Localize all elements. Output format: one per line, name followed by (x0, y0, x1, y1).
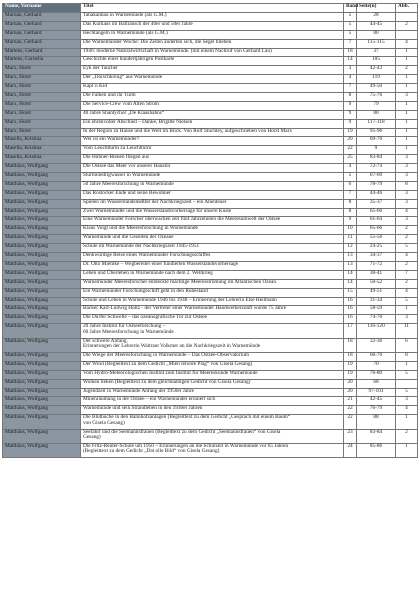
title-cell: Bäcker Karl-Ludwig Holtz - der Vertreter einer Warnemünder Handwerkerzunft wurde 75 Jahre (81, 306, 344, 315)
band-cell: 8 (344, 208, 357, 217)
author-cell: Matthäus, Wolfgang (3, 361, 81, 370)
index-page (2, 3, 417, 458)
pages-cell: 76-80 (357, 370, 396, 379)
band-cell: 19 (344, 128, 357, 137)
pages-cell: 95-96 (357, 128, 396, 137)
pages-cell: 35-37 (357, 199, 396, 208)
table-body (3, 13, 418, 458)
band-cell: 14 (344, 270, 357, 279)
band-cell: 14 (344, 279, 357, 288)
band-cell: 13 (344, 253, 357, 262)
author-cell: Marx, Horst (3, 110, 81, 119)
table-row (3, 352, 418, 361)
figures-cell: 4 (396, 208, 418, 217)
band-cell: 6 (344, 181, 357, 190)
title-cell: Tabakanbau in Warnemünde (als G.M.) (81, 13, 344, 22)
band-cell: 4 (344, 164, 357, 173)
figures-cell: 4 (396, 288, 418, 297)
author-cell: Matthäus, Wolfgang (3, 370, 81, 379)
figures-cell: 3 (396, 190, 418, 199)
title-cell: Eyk der Taucher (81, 66, 344, 75)
title-cell: Die Wiege der Meeresforschung in Warnemünde – Das Ostsee-Observatorium (81, 352, 344, 361)
pages-cell: 49-51 (357, 288, 396, 297)
title-cell: 50 Jahre Meeresforschung in Warnemünde (81, 181, 344, 190)
title-cell: Spielen im Wasserstandsmeßfer der Nachkriegszeit – ein Abenteuer (81, 199, 344, 208)
figures-cell: 1 (396, 119, 418, 128)
title-cell: Sturmniedrigwasser in Warnemünde (81, 173, 344, 182)
band-cell: 10 (344, 226, 357, 235)
header-row (3, 4, 418, 13)
author-cell: Matthäus, Wolfgang (3, 244, 81, 253)
figures-cell: 2 (396, 429, 418, 443)
pages-cell: 37 (357, 48, 396, 57)
header-title: Titel (81, 4, 344, 13)
figures-cell: 1 (396, 75, 418, 84)
figures-cell: 1 (396, 415, 418, 429)
title-cell: Der „Dorschkönig“ aus Warnemünde (81, 75, 344, 84)
author-cell: Marnau, Gerhard (3, 21, 81, 30)
table-row (3, 39, 418, 48)
table-row (3, 119, 418, 128)
figures-cell: 3 (396, 155, 418, 164)
pages-cell: 34-37 (357, 253, 396, 262)
pages-cell: 49-50 (357, 84, 396, 93)
title-cell: Eine Warnemünder Forscher überwachen seit fünf Jahrzehnten die Meeresumwelt der Ostsee (81, 217, 344, 226)
table-row (3, 137, 418, 146)
table-row (3, 397, 418, 406)
figures-cell: 1 (396, 101, 418, 110)
figures-cell: 5 (396, 244, 418, 253)
pages-cell: 71-72 (357, 261, 396, 270)
table-row (3, 84, 418, 93)
pages-cell: 65-66 (357, 208, 396, 217)
figures-cell: 3 (396, 164, 418, 173)
band-cell: 24 (344, 443, 357, 457)
band-cell: 22 (344, 406, 357, 415)
pages-cell: 80 (357, 30, 396, 39)
figures-cell: 1 (396, 48, 418, 57)
table-row (3, 261, 418, 270)
figures-cell: 3 (396, 173, 418, 182)
author-cell: Matthäus, Wolfgang (3, 288, 81, 297)
table-row (3, 75, 418, 84)
table-row (3, 164, 418, 173)
header-band: Band (344, 4, 357, 13)
title-cell: 1946: moderne Naturalwirtschaft in Warnemünde. (mit einem Nachruf von Gerhard Lau) (81, 48, 344, 57)
table-row (3, 429, 418, 443)
table-row (3, 270, 418, 279)
title-cell: Wolken lieken (Begleittext zu dem gleichnamigen Gedicht von Gisela Gesang) (81, 379, 344, 388)
author-cell: Matthäus, Wolfgang (3, 253, 81, 262)
band-cell: 20 (344, 137, 357, 146)
table-row (3, 110, 418, 119)
band-cell: 16 (344, 297, 357, 306)
figures-cell: 4 (396, 406, 418, 415)
title-cell: Der schwere Anfang. Erinnerungen der Lehrerin Waltraut Volkmer an die Nachkriegszeit in Warnemünde (81, 338, 344, 352)
pages-cell: 61-64 (357, 217, 396, 226)
band-cell: 9 (344, 217, 357, 226)
title-cell: Die Warnemünder Woche: Die Zeiten änderten sich, die Segel blieben (81, 39, 344, 48)
pages-cell: 28 (357, 13, 396, 22)
table-row (3, 279, 418, 288)
pages-cell: 117-118 (357, 119, 396, 128)
pages-cell: 58-59 (357, 306, 396, 315)
figures-cell: 2 (396, 279, 418, 288)
title-cell: Das Rostocker Ende und seine Bewohner (81, 190, 344, 199)
pages-cell: 83-84 (357, 155, 396, 164)
title-cell: Die Falken und ihr Turm (81, 93, 344, 102)
table-row (3, 57, 418, 66)
title-cell: Vom Hydro-Meteorologischen Institut zum Institut für Meereskunde Warnemünde (81, 370, 344, 379)
author-cell: Marx, Horst (3, 119, 81, 128)
figures-cell: 5 (396, 388, 418, 397)
band-cell: 4 (344, 75, 357, 84)
author-cell: Matthäus, Wolfgang (3, 199, 81, 208)
pages-cell: 44-45 (357, 21, 396, 30)
pages-cell: 70 (357, 361, 396, 370)
table-row (3, 306, 418, 315)
title-cell: 40 Jahre Shantychor „De Klaashahns“ (81, 110, 344, 119)
pages-cell: 42-45 (357, 397, 396, 406)
band-cell: 11 (344, 235, 357, 244)
band-cell: 14 (344, 57, 357, 66)
title-cell: Vom Leuchtturm zu Leuchtturm (81, 146, 344, 155)
figures-cell: 2 (396, 226, 418, 235)
title-cell: Dr. Otto Miehlke – Wegbereiter einer fundierten Wasserstandsvorhersage (81, 261, 344, 270)
band-cell: 18 (344, 352, 357, 361)
table-row (3, 217, 418, 226)
band-cell: 9 (344, 101, 357, 110)
title-cell: Ein Warnemünder Forschungsschiff geht in den Ruhestand (81, 288, 344, 297)
pages-cell: 66-70 (357, 352, 396, 361)
author-cell: Marx, Horst (3, 101, 81, 110)
author-cell: Masella, Kristina (3, 155, 81, 164)
title-cell: Die Blutbuche in den Bahnhofsanlagen (Begleittext zu dem Gedicht „Gespräch mit einem Baum“ von Gisela Gesang) (81, 415, 344, 429)
band-cell: 8 (344, 199, 357, 208)
band-cell: 13 (344, 261, 357, 270)
pages-cell: 75-76 (357, 93, 396, 102)
table-row (3, 30, 418, 39)
table-row (3, 66, 418, 75)
author-cell: Matthäus, Wolfgang (3, 279, 81, 288)
author-cell: Marx, Horst (3, 93, 81, 102)
table-row (3, 288, 418, 297)
title-cell: In der Region zu Hause und die Welt im Blick. Von Rolf Stuchtey, aufgeschrieben von Horst Marx (81, 128, 344, 137)
title-cell: Hechtangeln in Warnemünde (als G.M.) (81, 30, 344, 39)
table-row (3, 315, 418, 324)
title-cell: Die Durfer Schwelle – das ozeanografische Tor zur Ostsee (81, 315, 344, 324)
author-cell: Matthäus, Wolfgang (3, 306, 81, 315)
pages-cell: 80 (357, 110, 396, 119)
figures-cell (396, 30, 418, 39)
pages-cell: 67-69 (357, 173, 396, 182)
author-cell: Marx, Horst (3, 66, 81, 75)
pages-cell: 115-115 (357, 39, 396, 48)
title-cell: Jugendzeit in Warnemünde Anfang der 1950er Jahre (81, 388, 344, 397)
author-cell: Martens, Cornelia (3, 57, 81, 66)
band-cell: 9 (344, 110, 357, 119)
pages-cell: 78-79 (357, 181, 396, 190)
title-cell: Käpt´n Kid (81, 84, 344, 93)
author-cell: Matthäus, Wolfgang (3, 397, 81, 406)
pages-cell: 69-70 (357, 137, 396, 146)
author-cell: Marx, Horst (3, 75, 81, 84)
title-cell: Warnemünde und sein Strandleben in den 1930er Jahren (81, 406, 344, 415)
table-row (3, 93, 418, 102)
title-cell: 20 Jahre Institut für Ostseeforschung – 60 Jahre Meeresforschung in Warnemünde (81, 324, 344, 338)
author-cell: Matthäus, Wolfgang (3, 164, 81, 173)
pages-cell: 83-84 (357, 429, 396, 443)
band-cell: 25 (344, 155, 357, 164)
title-cell: Wer ist ein Warnemünder? (81, 137, 344, 146)
band-cell: 5 (344, 173, 357, 182)
pages-cell: 88 (357, 415, 396, 429)
pages-cell: 31-34 (357, 297, 396, 306)
figures-cell: 5 (396, 297, 418, 306)
figures-cell: 1 (396, 57, 418, 66)
title-cell: Die Service-Crew vom Alten Strom (81, 101, 344, 110)
header-name: Name, Vorname (3, 4, 81, 13)
author-cell: Matthäus, Wolfgang (3, 190, 81, 199)
figures-cell: 1 (396, 361, 418, 370)
figures-cell (396, 379, 418, 388)
author-cell: Martens, Gerhard (3, 48, 81, 57)
title-cell: Die Ostsee das Meer vor unserer Haustür (81, 164, 344, 173)
band-cell: 18 (344, 338, 357, 352)
figures-cell: 1 (396, 306, 418, 315)
figures-cell: 8 (396, 352, 418, 361)
author-cell: Matthäus, Wolfgang (3, 181, 81, 190)
pages-cell: 116-120 (357, 324, 396, 338)
pages-cell: 97-101 (357, 388, 396, 397)
band-cell: 9 (344, 119, 357, 128)
figures-cell: 11 (396, 324, 418, 338)
table-row (3, 244, 418, 253)
figures-cell: 6 (396, 338, 418, 352)
figures-cell: 2 (396, 66, 418, 75)
band-cell: 18 (344, 48, 357, 57)
figures-cell: 2 (396, 235, 418, 244)
table-row (3, 48, 418, 57)
title-cell: Seefahrt und die Seemannsfrauen (Begleittext zu dem Gedicht „Seemannsfrauen“ von Gisela Gesang) (81, 429, 344, 443)
pages-cell: 24-25 (357, 244, 396, 253)
title-cell: Ein ehrenvoller Abschied – Danke, Brigitte Nielsen (81, 119, 344, 128)
pages-cell: 32-36 (357, 338, 396, 352)
table-row (3, 361, 418, 370)
title-cell: Klaus Voigt und die Meeresforschung in Warnemünde (81, 226, 344, 235)
author-cell: Matthäus, Wolfgang (3, 226, 81, 235)
pages-cell: 119 (357, 75, 396, 84)
figures-cell: 3 (396, 217, 418, 226)
table-row (3, 181, 418, 190)
figures-cell: 7 (396, 270, 418, 279)
title-cell: Schule im Warnemünde der Nachkriegszeit 1945-1951 (81, 244, 344, 253)
figures-cell: 1 (396, 443, 418, 457)
figures-cell: 1 (396, 84, 418, 93)
author-cell: Matthäus, Wolfgang (3, 379, 81, 388)
author-cell: Matthäus, Wolfgang (3, 352, 81, 361)
band-cell: 22 (344, 146, 357, 155)
author-cell: Matthäus, Wolfgang (3, 406, 81, 415)
band-cell: 20 (344, 379, 357, 388)
band-cell: 3 (344, 66, 357, 75)
author-cell: Matthäus, Wolfgang (3, 270, 81, 279)
figures-cell: 5 (396, 370, 418, 379)
figures-cell: 1 (396, 110, 418, 119)
author-cell: Marnau, Gerhard (3, 13, 81, 22)
figures-cell: 2 (396, 261, 418, 270)
band-cell: 12 (344, 244, 357, 253)
title-cell: Leben und Überleben in Warnemünde nach dem 2. Weltkrieg (81, 270, 344, 279)
table-row (3, 235, 418, 244)
band-cell: 7 (344, 39, 357, 48)
table-row (3, 190, 418, 199)
title-cell: Die Fritz-Reuter-Schule um 1950 – Erinnerungen an die Schulzeit in Warnemünde vor 65 Jahren (Begleittext zu dem Gedicht „Dat olle Bild“ von Gisela Gesang) (81, 443, 344, 457)
table-row (3, 128, 418, 137)
table-row (3, 146, 418, 155)
author-index-table (2, 3, 418, 458)
figures-cell: 1 (396, 137, 418, 146)
author-cell: Matthäus, Wolfgang (3, 324, 81, 338)
band-cell: 5 (344, 30, 357, 39)
band-cell: 8 (344, 93, 357, 102)
author-cell: Marx, Horst (3, 84, 81, 93)
band-cell: 17 (344, 324, 357, 338)
pages-cell: 55-56 (357, 235, 396, 244)
author-cell: Marnau, Gerhard (3, 30, 81, 39)
table-row (3, 173, 418, 182)
table-row (3, 443, 418, 457)
figures-cell: 2 (396, 21, 418, 30)
table-row (3, 226, 418, 235)
author-cell: Matthäus, Wolfgang (3, 338, 81, 352)
figures-cell: 4 (396, 253, 418, 262)
author-cell: Matthäus, Wolfgang (3, 429, 81, 443)
figures-cell: 3 (396, 93, 418, 102)
author-cell: Masella, Kristina (3, 146, 81, 155)
title-cell: Denkwürdige Reise eines Warnemünder Forschungsschiffes (81, 253, 344, 262)
author-cell: Matthäus, Wolfgang (3, 297, 81, 306)
title-cell: Minenräumung in der Ostsee – ein Warnemünder erinnert sich (81, 397, 344, 406)
author-cell: Matthäus, Wolfgang (3, 261, 81, 270)
figures-cell: 4 (396, 39, 418, 48)
pages-cell: 44-46 (357, 190, 396, 199)
author-cell: Matthäus, Wolfgang (3, 443, 81, 457)
table-row (3, 101, 418, 110)
band-cell: 5 (344, 21, 357, 30)
figures-cell: 3 (396, 199, 418, 208)
table-row (3, 155, 418, 164)
pages-cell: 76-79 (357, 406, 396, 415)
pages-cell: 72-74 (357, 164, 396, 173)
title-cell: Schule und Leben in Warnemünde 1946 bis 1948 – Erinnerung der Lehrerin Else Heilmann (81, 297, 344, 306)
author-cell: Matthäus, Wolfgang (3, 415, 81, 429)
author-cell: Matthäus, Wolfgang (3, 315, 81, 324)
table-row (3, 379, 418, 388)
table-row (3, 21, 418, 30)
author-cell: Matthäus, Wolfgang (3, 217, 81, 226)
title-cell: Zwei Warnemünder und die Wasserstandsvorhersage für unsere Küste (81, 208, 344, 217)
pages-cell: 79 (357, 101, 396, 110)
author-cell: Marx, Horst (3, 128, 81, 137)
author-cell: Masella, Kristina (3, 137, 81, 146)
figures-cell: 3 (396, 315, 418, 324)
title-cell: Warnemünder Meeresforscher entdeckte mächtige Meeresströmung im Atlantischen Ozean (81, 279, 344, 288)
pages-cell: 105 (357, 57, 396, 66)
band-cell: 7 (344, 190, 357, 199)
title-cell: Die Hübner-Bienen fliegen aus (81, 155, 344, 164)
author-cell: Matthäus, Wolfgang (3, 173, 81, 182)
author-cell: Matthäus, Wolfgang (3, 235, 81, 244)
title-cell: Geschichte einer hundertjährigen Postkarte (81, 57, 344, 66)
band-cell: 23 (344, 429, 357, 443)
figures-cell: 1 (396, 146, 418, 155)
band-cell: 20 (344, 388, 357, 397)
pages-cell: 74-76 (357, 315, 396, 324)
table-row (3, 13, 418, 22)
band-cell: 22 (344, 415, 357, 429)
pages-cell: 38-41 (357, 270, 396, 279)
table-row (3, 199, 418, 208)
title-cell: Das Kurhaus im Ballrausch der 40er und 50er Jahre (81, 21, 344, 30)
title-cell: Der Wind (Begleittext zu dem Gedicht „Mien leiwste Plag“ von Gisela Gesang) (81, 361, 344, 370)
band-cell: 16 (344, 306, 357, 315)
table-row (3, 415, 418, 429)
pages-cell: 9 (357, 146, 396, 155)
band-cell: 7 (344, 84, 357, 93)
header-pages: Seite(n) (357, 4, 396, 13)
band-cell: 19 (344, 361, 357, 370)
band-cell: 19 (344, 370, 357, 379)
figures-cell: 8 (396, 181, 418, 190)
pages-cell: 85-86 (357, 443, 396, 457)
band-cell: 5 (344, 13, 357, 22)
header-figures: Abb. (396, 4, 418, 13)
band-cell: 15 (344, 288, 357, 297)
author-cell: Matthäus, Wolfgang (3, 208, 81, 217)
pages-cell: 50-52 (357, 279, 396, 288)
pages-cell: 42-43 (357, 66, 396, 75)
band-cell: 16 (344, 315, 357, 324)
title-cell: Warnemünde und die Gezeiten der Ozeane (81, 235, 344, 244)
table-row (3, 338, 418, 352)
pages-cell: 68 (357, 379, 396, 388)
table-row (3, 370, 418, 379)
band-cell: 21 (344, 397, 357, 406)
author-cell: Matthäus, Wolfgang (3, 388, 81, 397)
pages-cell: 65-66 (357, 226, 396, 235)
figures-cell: 3 (396, 397, 418, 406)
table-row (3, 324, 418, 338)
author-cell: Marnau, Gerhard (3, 39, 81, 48)
figures-cell: 1 (396, 128, 418, 137)
